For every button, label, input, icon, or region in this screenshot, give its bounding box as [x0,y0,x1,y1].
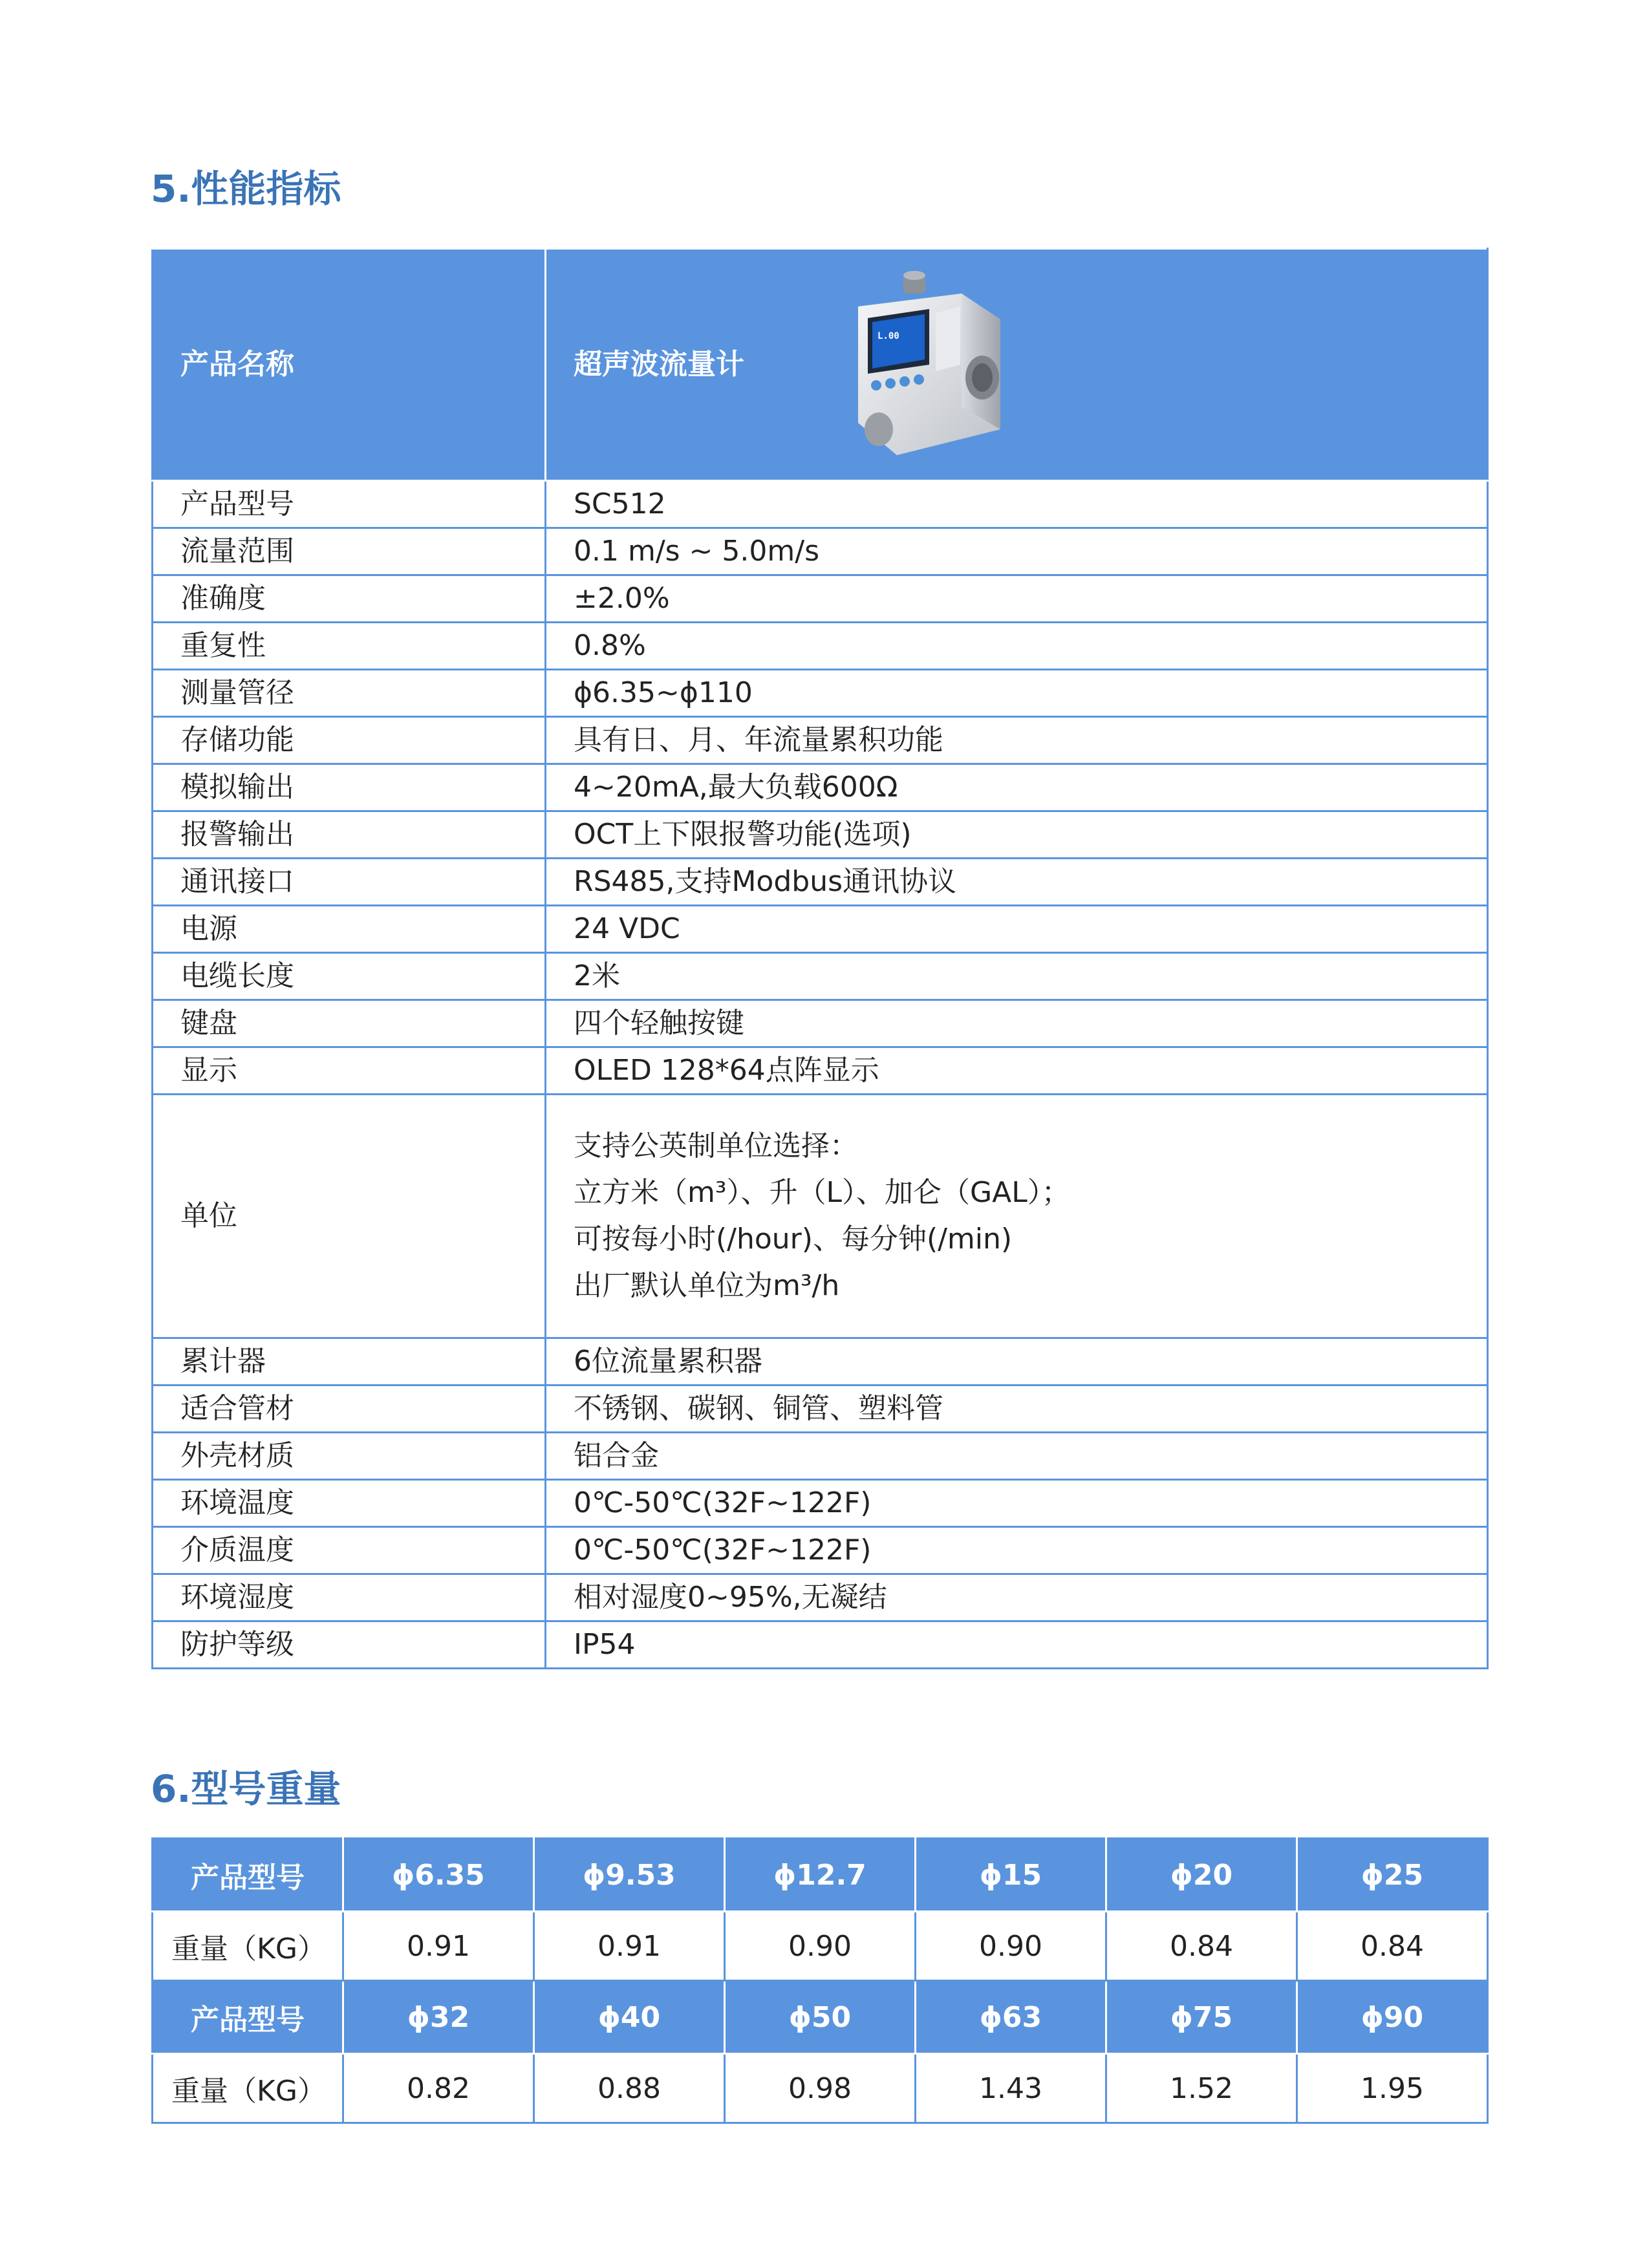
model-size: ϕ9.53 [534,1839,725,1912]
spec-label: 介质温度 [153,1527,546,1574]
product-name: 超声波流量计 [574,347,744,381]
weight-value: 0.98 [725,2054,916,2123]
weight-value-row [153,2054,1488,2123]
model-size: ϕ6.35 [343,1839,534,1912]
spec-row [153,1621,1488,1669]
spec-row [153,575,1488,623]
spec-value: 0℃-50℃(32F~122F) [546,1480,1488,1527]
model-size: ϕ25 [1297,1839,1488,1912]
performance-spec-table [151,248,1489,1669]
spec-label: 重复性 [153,623,546,670]
spec-row [153,528,1488,575]
spec-value: 2米 [546,953,1488,1000]
spec-header-product [546,249,1488,481]
unit-line: 可按每小时(/hour)、每分钟(/min) [574,1223,1013,1256]
weight-value: 1.52 [1106,2054,1297,2123]
svg-text:L.00: L.00 [877,331,899,341]
spec-value: 0.8% [546,623,1488,670]
spec-label: 存储功能 [153,717,546,764]
spec-row [153,1480,1488,1527]
spec-label: 流量范围 [153,528,546,575]
spec-value: 4~20mA,最大负载600Ω [546,764,1488,811]
weight-header-row [153,1839,1488,1912]
section-5-title: 5.性能指标 [151,167,341,211]
model-size: ϕ63 [916,1981,1106,2054]
spec-row-unit [153,1095,1488,1338]
weight-value: 0.82 [343,2054,534,2123]
spec-label: 环境湿度 [153,1574,546,1621]
spec-row [153,1527,1488,1574]
weight-value: 0.84 [1106,1912,1297,1981]
weight-value: 0.90 [725,1912,916,1981]
spec-row [153,1047,1488,1095]
spec-row [153,623,1488,670]
model-size: ϕ12.7 [725,1839,916,1912]
spec-row [153,906,1488,953]
spec-value: 相对湿度0~95%,无凝结 [546,1574,1488,1621]
spec-label: 测量管径 [153,670,546,717]
spec-label: 环境温度 [153,1480,546,1527]
spec-value: 不锈钢、碳钢、铜管、塑料管 [546,1385,1488,1433]
spec-value: 铝合金 [546,1433,1488,1480]
spec-value: 0℃-50℃(32F~122F) [546,1527,1488,1574]
spec-label: 键盘 [153,1000,546,1047]
model-header-label: 产品型号 [153,1981,343,2054]
spec-value: ϕ6.35~ϕ110 [546,670,1488,717]
weight-value: 1.95 [1297,2054,1488,2123]
model-size: ϕ15 [916,1839,1106,1912]
spec-label: 防护等级 [153,1621,546,1669]
spec-label: 单位 [153,1095,546,1338]
spec-value: SC512 [546,481,1488,528]
weight-value: 0.90 [916,1912,1106,1981]
spec-label: 通讯接口 [153,859,546,906]
spec-label: 电源 [153,906,546,953]
spec-value: 四个轻触按键 [546,1000,1488,1047]
model-size: ϕ40 [534,1981,725,2054]
spec-value: 24 VDC [546,906,1488,953]
model-header-label: 产品型号 [153,1839,343,1912]
spec-row [153,1385,1488,1433]
weight-label: 重量（KG） [153,1912,343,1981]
spec-value: RS485,支持Modbus通讯协议 [546,859,1488,906]
spec-value-unit [546,1095,1488,1338]
spec-row [153,811,1488,859]
weight-value: 0.88 [534,2054,725,2123]
spec-row [153,1574,1488,1621]
spec-row [153,717,1488,764]
model-size: ϕ75 [1106,1981,1297,2054]
spec-value: 6位流量累积器 [546,1338,1488,1385]
spec-header-label: 产品名称 [153,249,546,481]
spec-label: 模拟输出 [153,764,546,811]
model-weight-table [151,1837,1489,2124]
spec-row [153,481,1488,528]
weight-value: 1.43 [916,2054,1106,2123]
spec-label: 外壳材质 [153,1433,546,1480]
spec-row [153,1000,1488,1047]
spec-label: 适合管材 [153,1385,546,1433]
unit-line: 出厂默认单位为m³/h [574,1269,840,1302]
spec-value: 0.1 m/s ~ 5.0m/s [546,528,1488,575]
spec-label: 准确度 [153,575,546,623]
weight-value: 0.91 [343,1912,534,1981]
unit-line: 立方米（m³）、升（L）、加仑（GAL）； [574,1176,1070,1209]
model-size: ϕ20 [1106,1839,1297,1912]
weight-value: 0.91 [534,1912,725,1981]
spec-label: 产品型号 [153,481,546,528]
weight-header-row [153,1981,1488,2054]
unit-line: 支持公英制单位选择： [574,1129,858,1162]
spec-row [153,764,1488,811]
model-size: ϕ90 [1297,1981,1488,2054]
spec-value: IP54 [546,1621,1488,1669]
spec-value: ±2.0% [546,575,1488,623]
weight-value-row [153,1912,1488,1981]
section-6-title: 6.型号重量 [151,1767,341,1811]
spec-row [153,953,1488,1000]
spec-label: 报警输出 [153,811,546,859]
weight-value: 0.84 [1297,1912,1488,1981]
flowmeter-product-image [832,268,1020,462]
spec-label: 显示 [153,1047,546,1095]
weight-label: 重量（KG） [153,2054,343,2123]
model-size: ϕ32 [343,1981,534,2054]
spec-value: OLED 128*64点阵显示 [546,1047,1488,1095]
spec-row [153,859,1488,906]
spec-row [153,1338,1488,1385]
spec-row [153,670,1488,717]
spec-value: OCT上下限报警功能(选项) [546,811,1488,859]
spec-value: 具有日、月、年流量累积功能 [546,717,1488,764]
spec-header-row [153,249,1488,481]
model-size: ϕ50 [725,1981,916,2054]
spec-label: 累计器 [153,1338,546,1385]
spec-row [153,1433,1488,1480]
spec-label: 电缆长度 [153,953,546,1000]
